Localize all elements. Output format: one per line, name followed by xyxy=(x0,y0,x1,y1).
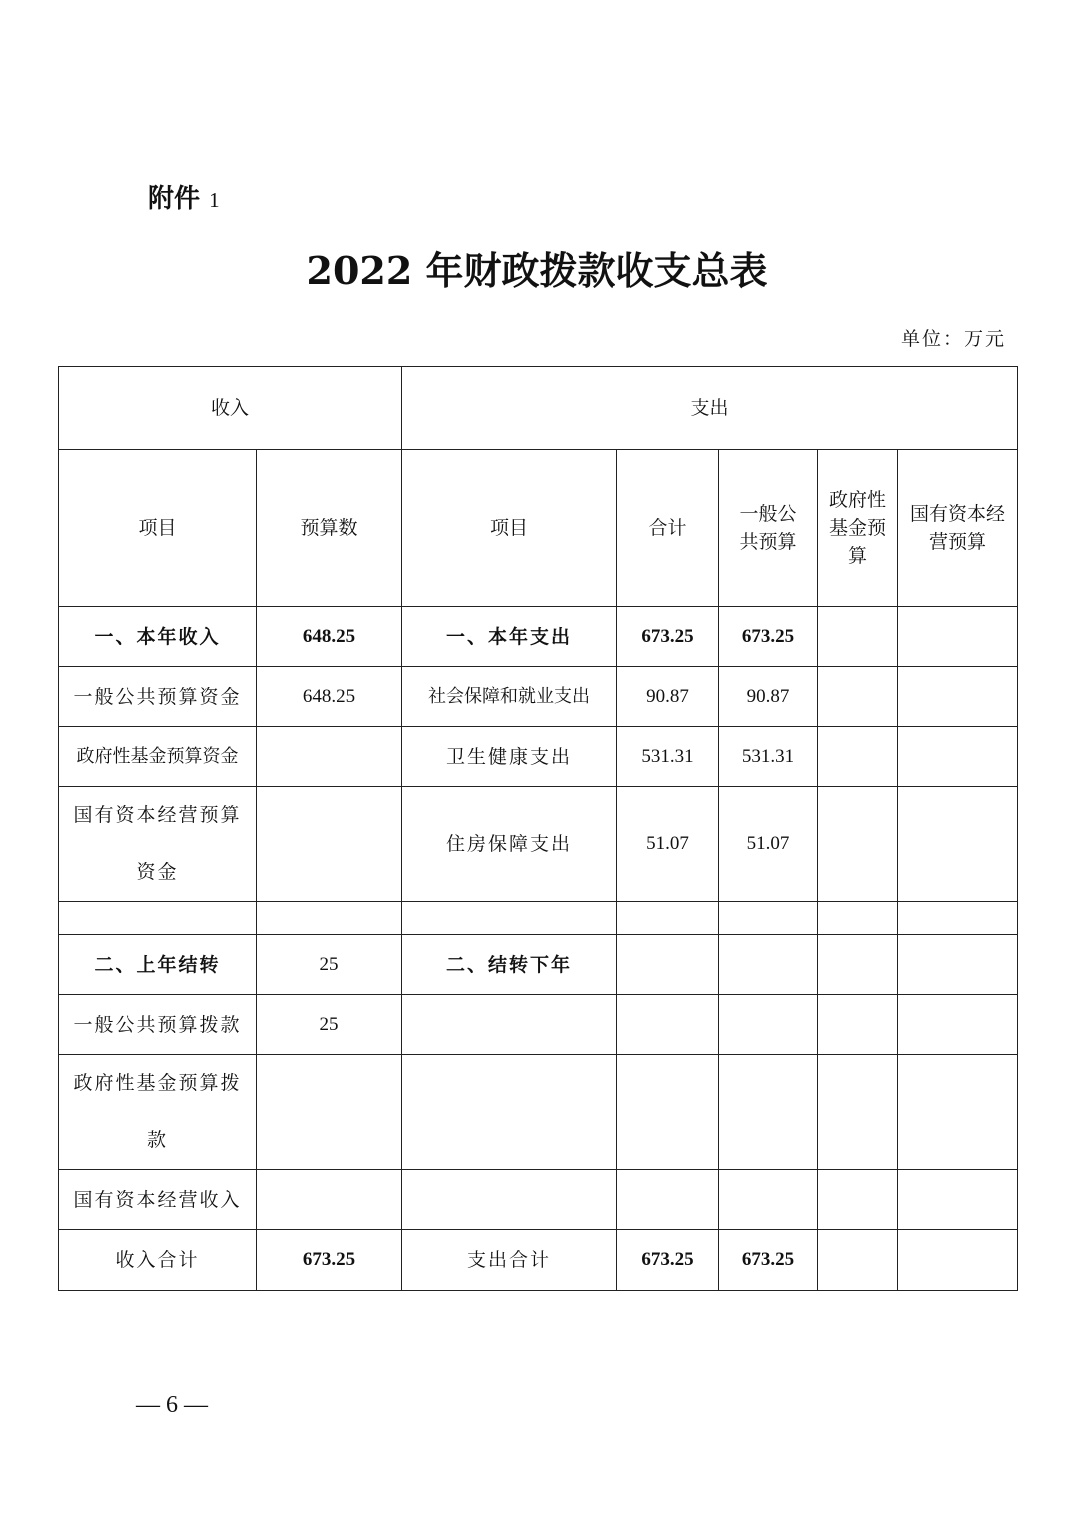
income-budget-cell xyxy=(257,727,402,787)
general-public-cell: 531.31 xyxy=(719,727,818,787)
income-item-cell: 政府性基金预算拨款 xyxy=(59,1055,257,1170)
total-cell xyxy=(617,935,719,995)
total-cell: 51.07 xyxy=(617,787,719,902)
gov-fund-cell xyxy=(818,607,898,667)
income-item-cell: 国有资本经营预算资金 xyxy=(59,787,257,902)
gov-fund-cell xyxy=(818,995,898,1055)
state-capital-cell xyxy=(898,727,1018,787)
col-header-income-item: 项目 xyxy=(59,450,257,607)
state-capital-cell xyxy=(898,1055,1018,1170)
gov-fund-cell xyxy=(818,727,898,787)
table-row xyxy=(59,1055,1018,1170)
income-budget-cell xyxy=(257,1170,402,1230)
col-header-general-public: 一般公共预算 xyxy=(719,450,818,607)
col-header-state-capital: 国有资本经营预算 xyxy=(898,450,1018,607)
table-row xyxy=(59,1170,1018,1230)
col-header-gov-fund: 政府性基金预算 xyxy=(818,450,898,607)
table-row xyxy=(59,787,1018,902)
income-item-cell: 一、本年收入 xyxy=(59,607,257,667)
exp-item-cell xyxy=(402,902,617,935)
income-total-value: 673.25 xyxy=(257,1230,402,1291)
total-cell xyxy=(617,995,719,1055)
exp-total-label: 支出合计 xyxy=(402,1230,617,1291)
general-public-cell: 90.87 xyxy=(719,667,818,727)
income-budget-cell xyxy=(257,787,402,902)
state-capital-cell xyxy=(898,607,1018,667)
general-public-cell xyxy=(719,1055,818,1170)
income-group-header: 收入 xyxy=(59,367,402,450)
gov-fund-cell xyxy=(818,902,898,935)
general-public-cell: 673.25 xyxy=(719,1230,818,1291)
gov-fund-cell xyxy=(818,667,898,727)
income-item-cell: 政府性基金预算资金 xyxy=(59,727,257,787)
state-capital-cell xyxy=(898,1230,1018,1291)
table-row-spacer xyxy=(59,902,1018,935)
table-total-row xyxy=(59,1230,1018,1291)
column-header-row xyxy=(59,450,1018,607)
income-item-cell: 一般公共预算拨款 xyxy=(59,995,257,1055)
attachment-label xyxy=(148,178,220,215)
income-item-cell: 一般公共预算资金 xyxy=(59,667,257,727)
total-cell: 531.31 xyxy=(617,727,719,787)
income-item-cell xyxy=(59,902,257,935)
exp-item-cell: 社会保障和就业支出 xyxy=(402,667,617,727)
total-cell: 90.87 xyxy=(617,667,719,727)
group-header-row xyxy=(59,367,1018,450)
col-header-income-budget: 预算数 xyxy=(257,450,402,607)
table-row xyxy=(59,667,1018,727)
budget-table xyxy=(58,366,1018,1291)
exp-item-cell xyxy=(402,1055,617,1170)
total-cell: 673.25 xyxy=(617,607,719,667)
total-cell xyxy=(617,1170,719,1230)
expenditure-group-header: 支出 xyxy=(402,367,1018,450)
income-item-cell: 国有资本经营收入 xyxy=(59,1170,257,1230)
attachment-number: 1 xyxy=(209,188,220,212)
attachment-text: 附件 xyxy=(148,184,201,214)
general-public-cell xyxy=(719,1170,818,1230)
gov-fund-cell xyxy=(818,1230,898,1291)
state-capital-cell xyxy=(898,902,1018,935)
total-cell xyxy=(617,902,719,935)
table-row xyxy=(59,727,1018,787)
page-number: — 6 — xyxy=(136,1392,208,1418)
general-public-cell: 673.25 xyxy=(719,607,818,667)
general-public-cell xyxy=(719,995,818,1055)
gov-fund-cell xyxy=(818,1170,898,1230)
state-capital-cell xyxy=(898,1170,1018,1230)
exp-item-cell: 住房保障支出 xyxy=(402,787,617,902)
state-capital-cell xyxy=(898,787,1018,902)
state-capital-cell xyxy=(898,667,1018,727)
exp-item-cell: 一、本年支出 xyxy=(402,607,617,667)
col-header-exp-item: 项目 xyxy=(402,450,617,607)
income-total-label: 收入合计 xyxy=(59,1230,257,1291)
gov-fund-cell xyxy=(818,787,898,902)
gov-fund-cell xyxy=(818,935,898,995)
income-budget-cell: 25 xyxy=(257,935,402,995)
total-cell xyxy=(617,1055,719,1170)
state-capital-cell xyxy=(898,935,1018,995)
gov-fund-cell xyxy=(818,1055,898,1170)
general-public-cell xyxy=(719,935,818,995)
table-row xyxy=(59,607,1018,667)
income-budget-cell: 648.25 xyxy=(257,607,402,667)
exp-item-cell: 二、结转下年 xyxy=(402,935,617,995)
income-budget-cell xyxy=(257,902,402,935)
table-row xyxy=(59,995,1018,1055)
unit-label: 单位：万元 xyxy=(900,328,1006,350)
income-budget-cell xyxy=(257,1055,402,1170)
exp-item-cell: 卫生健康支出 xyxy=(402,727,617,787)
exp-item-cell xyxy=(402,995,617,1055)
table-row xyxy=(59,935,1018,995)
exp-item-cell xyxy=(402,1170,617,1230)
income-budget-cell: 25 xyxy=(257,995,402,1055)
general-public-cell: 51.07 xyxy=(719,787,818,902)
income-budget-cell: 648.25 xyxy=(257,667,402,727)
col-header-total: 合计 xyxy=(617,450,719,607)
state-capital-cell xyxy=(898,995,1018,1055)
total-cell: 673.25 xyxy=(617,1230,719,1291)
general-public-cell xyxy=(719,902,818,935)
page-title: 2022 年财政拨款收支总表 xyxy=(306,248,768,293)
income-item-cell: 二、上年结转 xyxy=(59,935,257,995)
